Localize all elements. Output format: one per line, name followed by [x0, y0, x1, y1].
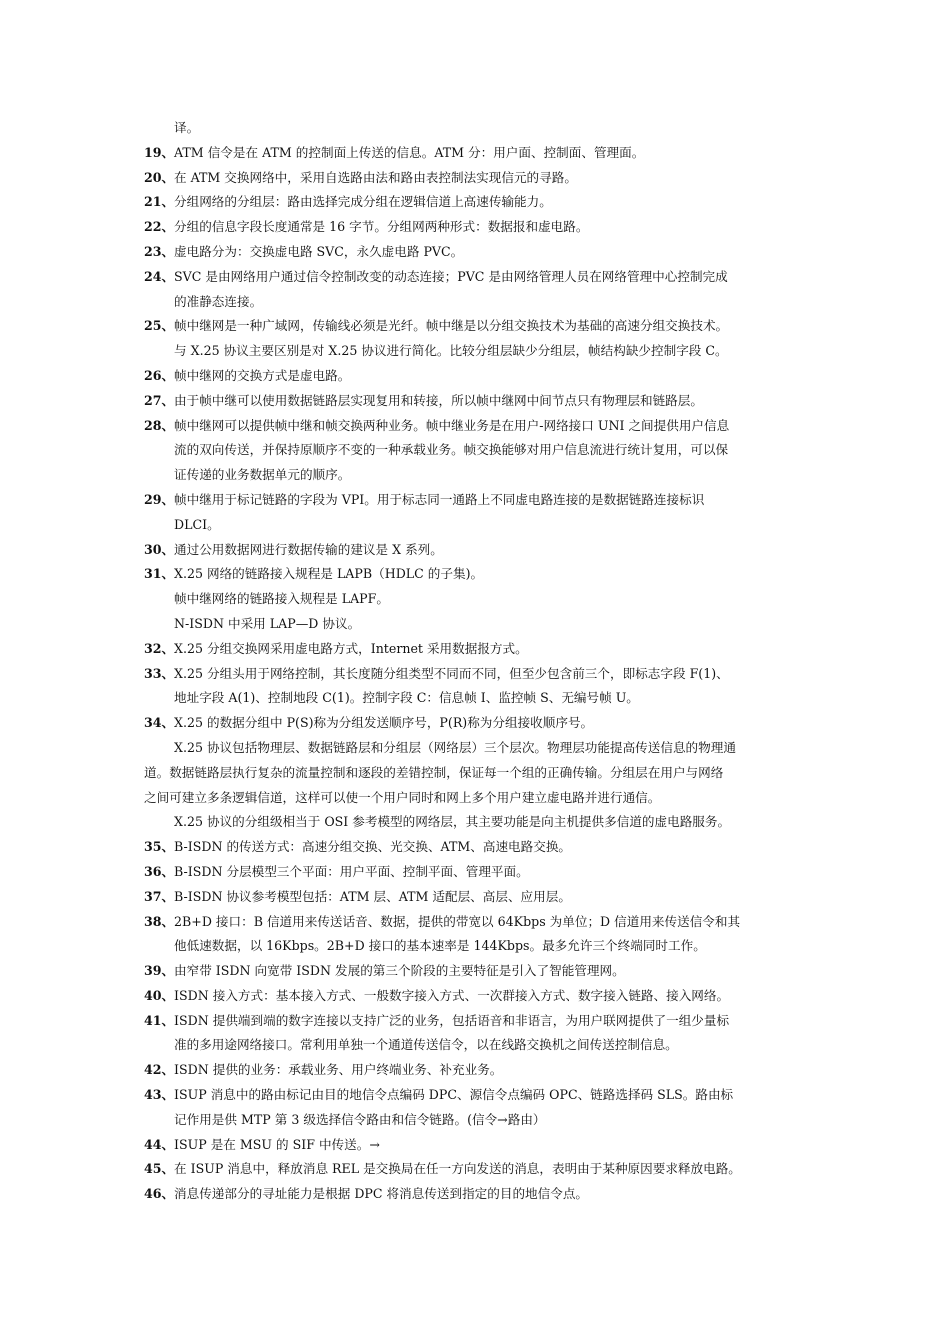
item-text: B-ISDN 的传送方式：高速分组交换、光交换、ATM、高速电路交换。 — [174, 839, 572, 855]
text-line — [0, 1133, 950, 1158]
item-text: X.25 分组交换网采用虚电路方式，Internet 采用数据报方式。 — [174, 640, 528, 656]
item-text: SVC 是由网络用户通过信令控制改变的动态连接；PVC 是由网络管理人员在网络管理中心控制完成 — [174, 268, 728, 284]
item-text: ATM 信令是在 ATM 的控制面上传送的信息。ATM 分：用户面、控制面、管理面。 — [174, 144, 645, 160]
item-number: 23、 — [144, 243, 175, 259]
text-line — [0, 984, 950, 1009]
item-text: ISDN 提供端到端的数字连接以支持广泛的业务，包括语音和非语言，为用户联网提供了一组少量标 — [174, 1012, 730, 1028]
item-number: 31、 — [144, 566, 175, 582]
text-line — [0, 116, 950, 141]
item-continuation-text: 的准静态连接。 — [174, 293, 263, 309]
item-continuation-text: 准的多用途网络接口。常利用单独一个通道传送信令，以在线路交换机之间传送控制信息。 — [174, 1037, 678, 1053]
paragraph-text: X.25 协议的分组级相当于 OSI 参考模型的网络层，其主要功能是向主机提供多信道的虚电路服务。 — [174, 814, 731, 830]
item-continuation-text: 译。 — [174, 120, 200, 135]
item-text: 帧中继用于标记链路的字段为 VPI。用于标志同一通路上不同虚电路连接的是数据链路连接标识 — [174, 491, 705, 507]
text-line — [0, 959, 950, 984]
text-line — [0, 637, 950, 662]
item-text: 消息传递部分的寻址能力是根据 DPC 将消息传送到指定的目的地信令点。 — [174, 1186, 589, 1202]
item-number: 27、 — [144, 392, 175, 408]
text-line — [0, 1009, 950, 1034]
paragraph-text: 之间可建立多条逻辑信道，这样可以使一个用户同时和网上多个用户建立虚电路并进行通信。 — [144, 789, 661, 805]
text-line — [0, 1083, 950, 1108]
text-line — [0, 662, 950, 687]
text-line — [0, 389, 950, 414]
item-text: 在 ATM 交换网络中，采用自选路由法和路由表控制法实现信元的寻路。 — [174, 169, 577, 185]
item-number: 24、 — [144, 268, 175, 284]
item-number: 39、 — [144, 963, 175, 979]
text-line — [0, 910, 950, 935]
text-line — [0, 190, 950, 215]
item-number: 22、 — [144, 219, 175, 235]
item-number: 37、 — [144, 888, 175, 904]
item-number: 43、 — [144, 1087, 175, 1103]
item-number: 45、 — [144, 1161, 175, 1177]
item-number: 40、 — [144, 987, 175, 1003]
text-line — [0, 215, 950, 240]
item-continuation-text: 帧中继网络的链路接入规程是 LAPF。 — [174, 591, 389, 607]
item-continuation-text: DLCI。 — [174, 516, 220, 532]
text-line — [0, 711, 950, 736]
text-line — [0, 810, 950, 835]
item-number: 35、 — [144, 839, 175, 855]
text-line — [0, 885, 950, 910]
text-line — [0, 1033, 950, 1058]
item-number: 38、 — [144, 913, 175, 929]
item-text: 由于帧中继可以使用数据链路层实现复用和转接，所以帧中继网中间节点只有物理层和链路层。 — [174, 392, 703, 408]
item-number: 21、 — [144, 194, 175, 210]
text-line — [0, 587, 950, 612]
item-text: ISUP 消息中的路由标记由目的地信令点编码 DPC、源信令点编码 OPC、链路选择码 SLS。路由标 — [174, 1087, 734, 1103]
item-continuation-text: 流的双向传送，并保持原顺序不变的一种承载业务。帧交换能够对用户信息流进行统计复用，可以保 — [174, 442, 729, 458]
item-text: ISUP 是在 MSU 的 SIF 中传送。→ — [174, 1136, 380, 1152]
item-number: 44、 — [144, 1136, 175, 1152]
text-line — [0, 1157, 950, 1182]
item-text: 由窄带 ISDN 向宽带 ISDN 发展的第三个阶段的主要特征是引入了智能管理网。 — [174, 963, 625, 979]
paragraph-text: X.25 协议包括物理层、数据链路层和分组层（网络层）三个层次。物理层功能提高传送信息的物理通 — [174, 739, 736, 755]
item-number: 34、 — [144, 715, 175, 731]
text-line — [0, 414, 950, 439]
text-line — [0, 562, 950, 587]
item-number: 33、 — [144, 665, 175, 681]
text-line — [0, 438, 950, 463]
text-line — [0, 314, 950, 339]
item-number: 28、 — [144, 417, 175, 433]
text-line — [0, 290, 950, 315]
item-text: 在 ISUP 消息中，释放消息 REL 是交换局在任一方向发送的消息，表明由于某种原因要求释放电路。 — [174, 1161, 741, 1177]
item-number: 29、 — [144, 491, 175, 507]
text-line — [0, 513, 950, 538]
item-text: ISDN 接入方式：基本接入方式、一般数字接入方式、一次群接入方式、数字接入链路、接入网络。 — [174, 987, 730, 1003]
item-text: 帧中继网可以提供帧中继和帧交换两种业务。帧中继业务是在用户-网络接口 UNI 之间提供用户信息 — [174, 417, 730, 433]
item-text: X.25 网络的链路接入规程是 LAPB（HDLC 的子集)。 — [174, 566, 484, 582]
item-number: 25、 — [144, 318, 175, 334]
paragraph-text: 道。数据链路层执行复杂的流量控制和逐段的差错控制，保证每一个组的正确传输。分组层在用户与网络 — [144, 764, 724, 780]
item-continuation-text: 证传递的业务数据单元的顺序。 — [174, 467, 351, 483]
item-text: 帧中继网的交换方式是虚电路。 — [174, 367, 351, 383]
text-line — [0, 240, 950, 265]
item-text: B-ISDN 分层模型三个平面：用户平面、控制平面、管理平面。 — [174, 863, 529, 879]
item-text: X.25 分组头用于网络控制，其长度随分组类型不同而不同，但至少包含前三个，即标志字段 F(1)、 — [174, 665, 729, 681]
item-continuation-text: 记作用是供 MTP 第 3 级选择信令路由和信令链路。(信令→路由） — [174, 1111, 546, 1127]
item-text: 帧中继网是一种广域网，传输线必须是光纤。帧中继是以分组交换技术为基础的高速分组交换技术。 — [174, 318, 729, 334]
item-text: 2B+D 接口：B 信道用来传送话音、数据，提供的带宽以 64Kbps 为单位；D 信道用来传送信令和其 — [174, 913, 741, 929]
item-number: 20、 — [144, 169, 175, 185]
item-continuation-text: N-ISDN 中采用 LAP—D 协议。 — [174, 615, 361, 631]
text-line — [0, 166, 950, 191]
text-line — [0, 686, 950, 711]
text-line — [0, 265, 950, 290]
item-text: B-ISDN 协议参考模型包括：ATM 层、ATM 适配层、高层、应用层。 — [174, 888, 571, 904]
text-line — [0, 339, 950, 364]
text-line — [0, 934, 950, 959]
text-line — [0, 488, 950, 513]
item-text: X.25 的数据分组中 P(S)称为分组发送顺序号，P(R)称为分组接收顺序号。 — [174, 715, 594, 731]
item-number: 36、 — [144, 863, 175, 879]
item-text: 虚电路分为：交换虚电路 SVC，永久虚电路 PVC。 — [174, 243, 464, 259]
text-line — [0, 141, 950, 166]
item-text: ISDN 提供的业务：承载业务、用户终端业务、补充业务。 — [174, 1062, 503, 1078]
text-line — [0, 835, 950, 860]
item-number: 42、 — [144, 1062, 175, 1078]
item-number: 26、 — [144, 367, 175, 383]
text-line — [0, 1058, 950, 1083]
item-number: 32、 — [144, 640, 175, 656]
document-page — [0, 116, 950, 1207]
item-continuation-text: 他低速数据，以 16Kbps。2B+D 接口的基本速率是 144Kbps。最多允许三个终端同时工作。 — [174, 938, 706, 954]
item-number: 41、 — [144, 1012, 175, 1028]
item-number: 46、 — [144, 1186, 175, 1202]
text-line — [0, 1108, 950, 1133]
text-line — [0, 538, 950, 563]
text-line — [0, 463, 950, 488]
text-line — [0, 612, 950, 637]
text-line — [0, 1182, 950, 1207]
item-number: 30、 — [144, 541, 175, 557]
item-number: 19、 — [144, 144, 175, 160]
item-text: 分组的信息字段长度通常是 16 字节。分组网两种形式：数据报和虚电路。 — [174, 219, 589, 235]
text-line — [0, 761, 950, 786]
item-continuation-text: 与 X.25 协议主要区别是对 X.25 协议进行简化。比较分组层缺少分组层，帧结构缺少控制字段 C。 — [174, 343, 728, 359]
text-line — [0, 860, 950, 885]
item-continuation-text: 地址字段 A(1)、控制地段 C(1)。控制字段 C：信息帧 I、监控帧 S、无编号帧 U。 — [174, 690, 639, 706]
text-line — [0, 736, 950, 761]
text-line — [0, 786, 950, 811]
item-text: 通过公用数据网进行数据传输的建议是 X 系列。 — [174, 541, 443, 557]
text-line — [0, 364, 950, 389]
item-text: 分组网络的分组层：路由选择完成分组在逻辑信道上高速传输能力。 — [174, 194, 552, 210]
